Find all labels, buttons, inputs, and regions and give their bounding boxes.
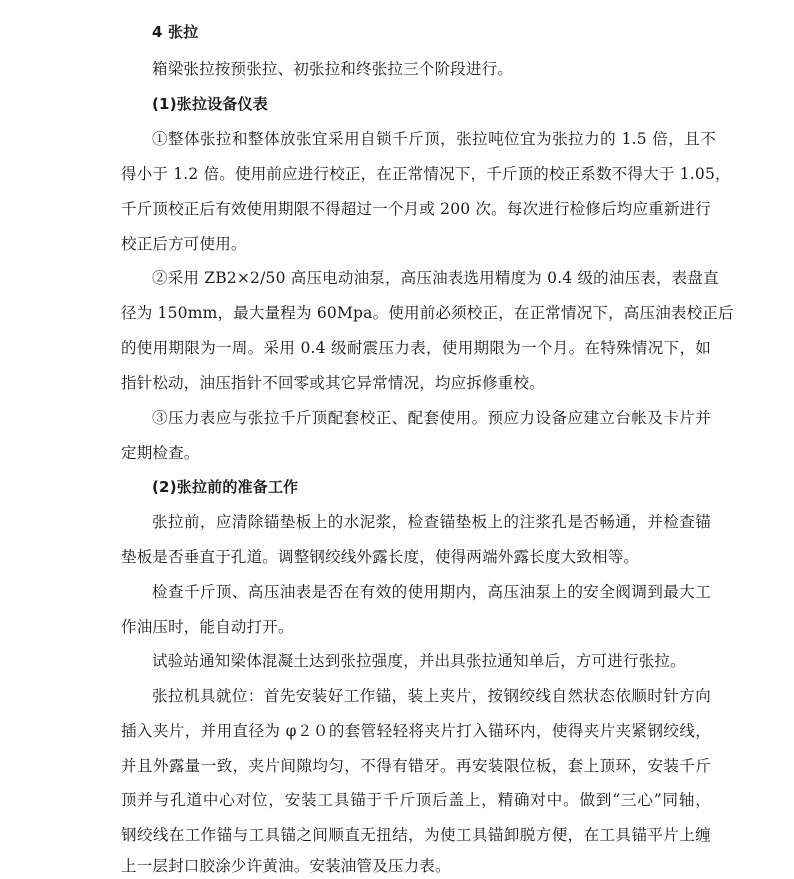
paragraph-line: 插入夹片，并用直径为 φ２０的套管轻轻将夹片打入锚环内，使得夹片夹紧钢绞线，	[121, 722, 711, 740]
intro-paragraph: 箱梁张拉按预张拉、初张拉和终张拉三个阶段进行。	[152, 60, 514, 78]
paragraph-line: 上一层封口胶涂少许黄油。安装油管及压力表。	[121, 857, 451, 875]
subsection-heading-equipment: (1)张拉设备仪表	[152, 95, 268, 113]
paragraph-line: 试验站通知梁体混凝土达到张拉强度，并出具张拉通知单后，方可进行张拉。	[152, 652, 686, 670]
paragraph-line: 校正后方可使用。	[121, 235, 247, 253]
paragraph-line: ③压力表应与张拉千斤顶配套校正、配套使用。预应力设备应建立台帐及卡片并	[152, 409, 711, 427]
paragraph-line: 径为 150mm，最大量程为 60Mpa。使用前必须校正，在正常情况下，高压油表校正后	[121, 304, 734, 322]
paragraph-line: 顶并与孔道中心对位，安装工具锚于千斤顶后盖上，精确对中。做到“三心”同轴，	[121, 791, 711, 809]
paragraph-line: 定期检查。	[121, 444, 200, 462]
paragraph-line: 张拉机具就位：首先安装好工作锚，装上夹片，按钢绞线自然状态依顺时针方向	[152, 687, 711, 705]
paragraph-line: 垫板是否垂直于孔道。调整钢绞线外露长度，使得两端外露长度大致相等。	[121, 548, 640, 566]
paragraph-line: 指针松动，油压指针不回零或其它异常情况，均应拆修重校。	[121, 374, 545, 392]
paragraph-line: ②采用 ZB2×2/50 高压电动油泵，高压油表选用精度为 0.4 级的油压表，表盘直	[152, 269, 719, 287]
section-title: 4 张拉	[152, 23, 199, 41]
paragraph-line: 得小于 1.2 倍。使用前应进行校正，在正常情况下，千斤顶的校正系数不得大于 1.05，	[121, 165, 731, 183]
subsection-heading-preparation: (2)张拉前的准备工作	[152, 478, 299, 496]
paragraph-line: ①整体张拉和整体放张宜采用自锁千斤顶，张拉吨位宜为张拉力的 1.5 倍，且不	[152, 130, 716, 148]
paragraph-line: 钢绞线在工作锚与工具锚之间顺直无扭结，为使工具锚卸脱方便，在工具锚平片上缠	[121, 826, 711, 844]
paragraph-line: 并且外露量一致，夹片间隙均匀，不得有错牙。再安装限位板，套上顶环，安装千斤	[121, 757, 711, 775]
paragraph-line: 的使用期限为一周。采用 0.4 级耐震压力表，使用期限为一个月。在特殊情况下，如	[121, 339, 711, 357]
paragraph-line: 千斤顶校正后有效使用期限不得超过一个月或 200 次。每次进行检修后均应重新进行	[121, 200, 711, 218]
paragraph-line: 张拉前，应清除锚垫板上的水泥浆，检查锚垫板上的注浆孔是否畅通，并检查锚	[152, 513, 711, 531]
paragraph-line: 作油压时，能自动打开。	[121, 618, 294, 636]
paragraph-line: 检查千斤顶、高压油表是否在有效的使用期内，高压油泵上的安全阀调到最大工	[152, 583, 711, 601]
